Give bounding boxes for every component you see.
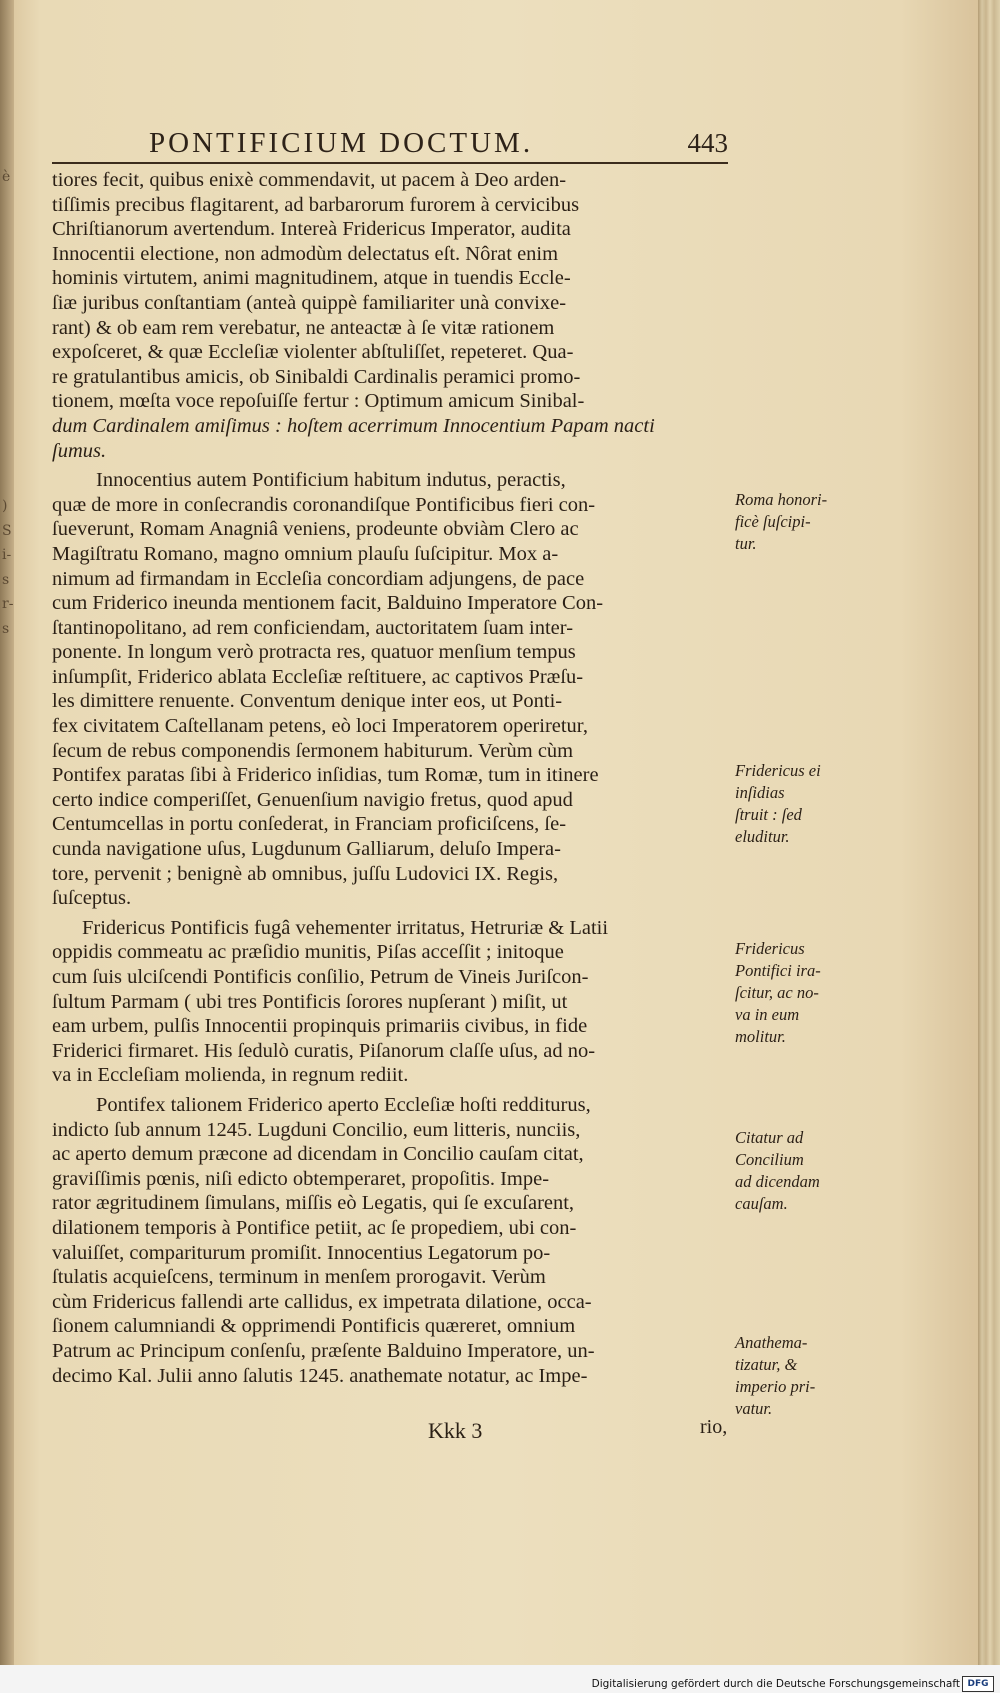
- facing-page-fragment: s: [2, 621, 10, 637]
- text-line: Pontifex paratas ſibi à Friderico inſidias, tum Romæ, tum in itinere: [52, 764, 599, 787]
- text-line: ponente. In longum verò protracta res, quatuor menſium tempus: [52, 641, 576, 664]
- text-line: dum Cardinalem amiſimus : hoſtem acerrimum Innocentium Papam nacti: [52, 414, 655, 437]
- text-line: va in Eccleſiam molienda, in regnum rediit.: [52, 1064, 409, 1087]
- margin-note: Fridericus Pontifici ira- ſcitur, ac no- va in eum molitur.: [735, 939, 821, 1046]
- text-line: Fridericus Pontificis fugâ vehementer irritatus, Hetruriæ & Latii: [82, 916, 609, 939]
- text-line: ſionem calumniandi & opprimendi Pontificis quæreret, omnium: [52, 1315, 576, 1338]
- text-line: hominis virtutem, animi magnitudinem, atque in tuendis Eccle-: [52, 267, 571, 290]
- text-line: tionem, mœſta voce repoſuiſſe fertur : Optimum amicum Sinibal-: [52, 390, 585, 413]
- facing-page-fragment: i-: [2, 547, 12, 563]
- running-head: PONTIFICIUM DOCTUM.: [149, 127, 534, 159]
- body-text: [52, 168, 732, 1388]
- text-line: Innocentii electione, non admodùm delectatus eſt. Nôrat enim: [52, 242, 559, 265]
- margin-note: Roma honori- ficè ſuſcipi- tur.: [735, 490, 828, 553]
- text-line: Pontifex talionem Friderico aperto Eccleſiæ hoſti redditurus,: [96, 1093, 591, 1116]
- text-line: decimo Kal. Julii anno ſalutis 1245. anathemate notatur, ac Impe-: [52, 1364, 588, 1387]
- text-line: fex civitatem Caſtellanam petens, eò loci Imperatorem operiretur,: [52, 715, 588, 738]
- signature-mark: Kkk 3: [428, 1418, 483, 1443]
- text-line: oppidis commeatu ac præſidio munitis, Piſas acceſſit ; initoque: [52, 941, 564, 964]
- margin-note: Anathema- tizatur, & imperio pri- vatur.: [735, 1333, 816, 1418]
- binding-edge: [0, 0, 14, 1665]
- text-line: cunda navigatione uſus, Lugdunum Galliarum, deluſo Impera-: [52, 838, 561, 861]
- text-line: quæ de more in conſecrandis coronandiſque Pontificibus fieri con-: [52, 493, 596, 516]
- text-line: ſtantinopolitano, ad rem conficiendam, auctoritatem ſuam inter-: [52, 616, 574, 639]
- text-line: rator ægritudinem ſimulans, miſſis eò Legatis, qui ſe excuſarent,: [52, 1192, 575, 1215]
- facing-page-fragment: s: [2, 572, 10, 588]
- text-line: ſtulatis acquieſcens, terminum in menſem prorogavit. Verùm: [52, 1266, 546, 1289]
- text-line: tiores fecit, quibus enixè commendavit, ut pacem à Deo arden-: [52, 169, 567, 191]
- text-line: ſultum Parmam ( ubi tres Pontificis ſorores nupſerant ) miſit, ut: [52, 990, 568, 1013]
- text-line: cum Friderico ineunda mentionem facit, Balduino Imperatore Con-: [52, 592, 604, 615]
- text-line: tore, pervenit ; benignè ab omnibus, juſſu Ludovici IX. Regis,: [52, 862, 559, 885]
- text-line: cùm Fridericus fallendi arte callidus, ex impetrata dilatione, occa-: [52, 1290, 592, 1313]
- page-header: [52, 122, 728, 164]
- text-line: dilationem temporis à Pontifice petiit, ac ſe propediem, ubi con-: [52, 1216, 577, 1239]
- text-line: Chriſtianorum avertendum. Intereà Fridericus Imperator, audita: [52, 218, 571, 241]
- text-line: re gratulantibus amicis, ob Sinibaldi Cardinalis peramici promo-: [52, 365, 581, 388]
- text-line: graviſſimis pœnis, niſi edicto obtemperaret, propoſitis. Impe-: [52, 1167, 550, 1190]
- text-line: expoſceret, & quæ Eccleſiæ violenter abſtuliſſet, repeteret. Qua-: [52, 341, 574, 364]
- page-number: 443: [687, 128, 728, 158]
- text-line: cum ſuis ulciſcendi Pontificis conſilio, Petrum de Vineis Juriſcon-: [52, 966, 589, 988]
- text-line: Friderici firmaret. His ſedulò curatis, Piſanorum claſſe uſus, ad no-: [52, 1039, 596, 1062]
- text-line: Centumcellas in portu conſederat, in Franciam proficiſcens, ſe-: [52, 813, 567, 836]
- facing-page-fragment: S: [2, 523, 12, 539]
- digitization-credit: Digitalisierung gefördert durch die Deutsche Forschungsgemeinschaft: [591, 1678, 960, 1690]
- facing-page-fragment: r-: [2, 596, 14, 612]
- text-line: Patrum ac Principum conſenſu, præſente Balduino Imperatore, un-: [52, 1339, 595, 1362]
- text-line: ſueverunt, Romam Anagniâ veniens, prodeunte obviàm Clero ac: [52, 518, 579, 541]
- text-line: ac aperto demum præcone ad dicendam in Concilio cauſam citat,: [52, 1143, 584, 1166]
- dfg-logo: DFG: [962, 1676, 994, 1692]
- text-line: rant) & ob eam rem verebatur, ne anteactæ à ſe vitæ rationem: [52, 316, 555, 339]
- text-line: les dimittere renuente. Conventum denique inter eos, ut Ponti-: [52, 690, 563, 713]
- text-line: inſumpſit, Friderico ablata Eccleſiæ reſtituere, ac captivos Præſu-: [52, 665, 584, 688]
- text-line: tiſſimis precibus flagitarent, ad barbarorum furorem à cervicibus: [52, 193, 580, 216]
- facing-page-fragment: ): [2, 498, 8, 514]
- text-line: valuiſſet, compariturum promiſit. Innocentius Legatorum po-: [52, 1241, 551, 1264]
- text-line: ſuſceptus.: [52, 887, 132, 910]
- text-line: nimum ad firmandam in Eccleſia concordiam adjungens, de pace: [52, 567, 585, 590]
- text-line: ſiæ juribus conſtantiam (anteà quippè familiariter unà convixe-: [52, 291, 567, 314]
- page-edges: [978, 0, 1000, 1665]
- text-line: certo indice comperiſſet, Genuenſium navigio fretus, quod apud: [52, 788, 573, 811]
- text-line: ſumus.: [52, 439, 107, 462]
- facing-page-fragment: è: [2, 169, 11, 185]
- text-line: Magiſtratu Romano, magno omnium plauſu ſuſcipitur. Mox a-: [52, 542, 559, 565]
- catchword: rio,: [700, 1416, 728, 1438]
- margin-note: Citatur ad Concilium ad dicendam cauſam.: [735, 1128, 820, 1213]
- margin-note: Fridericus ei inſidias ſtruit : ſed eluditur.: [735, 761, 821, 846]
- text-line: indicto ſub annum 1245. Lugduni Concilio, eum litteris, nunciis,: [52, 1118, 581, 1141]
- text-line: Innocentius autem Pontificium habitum indutus, peractis,: [96, 469, 566, 492]
- text-line: ſecum de rebus componendis ſermonem habiturum. Verùm cùm: [52, 739, 574, 762]
- text-line: eam urbem, pulſis Innocentii propinquis primariis civibus, in fide: [52, 1015, 588, 1038]
